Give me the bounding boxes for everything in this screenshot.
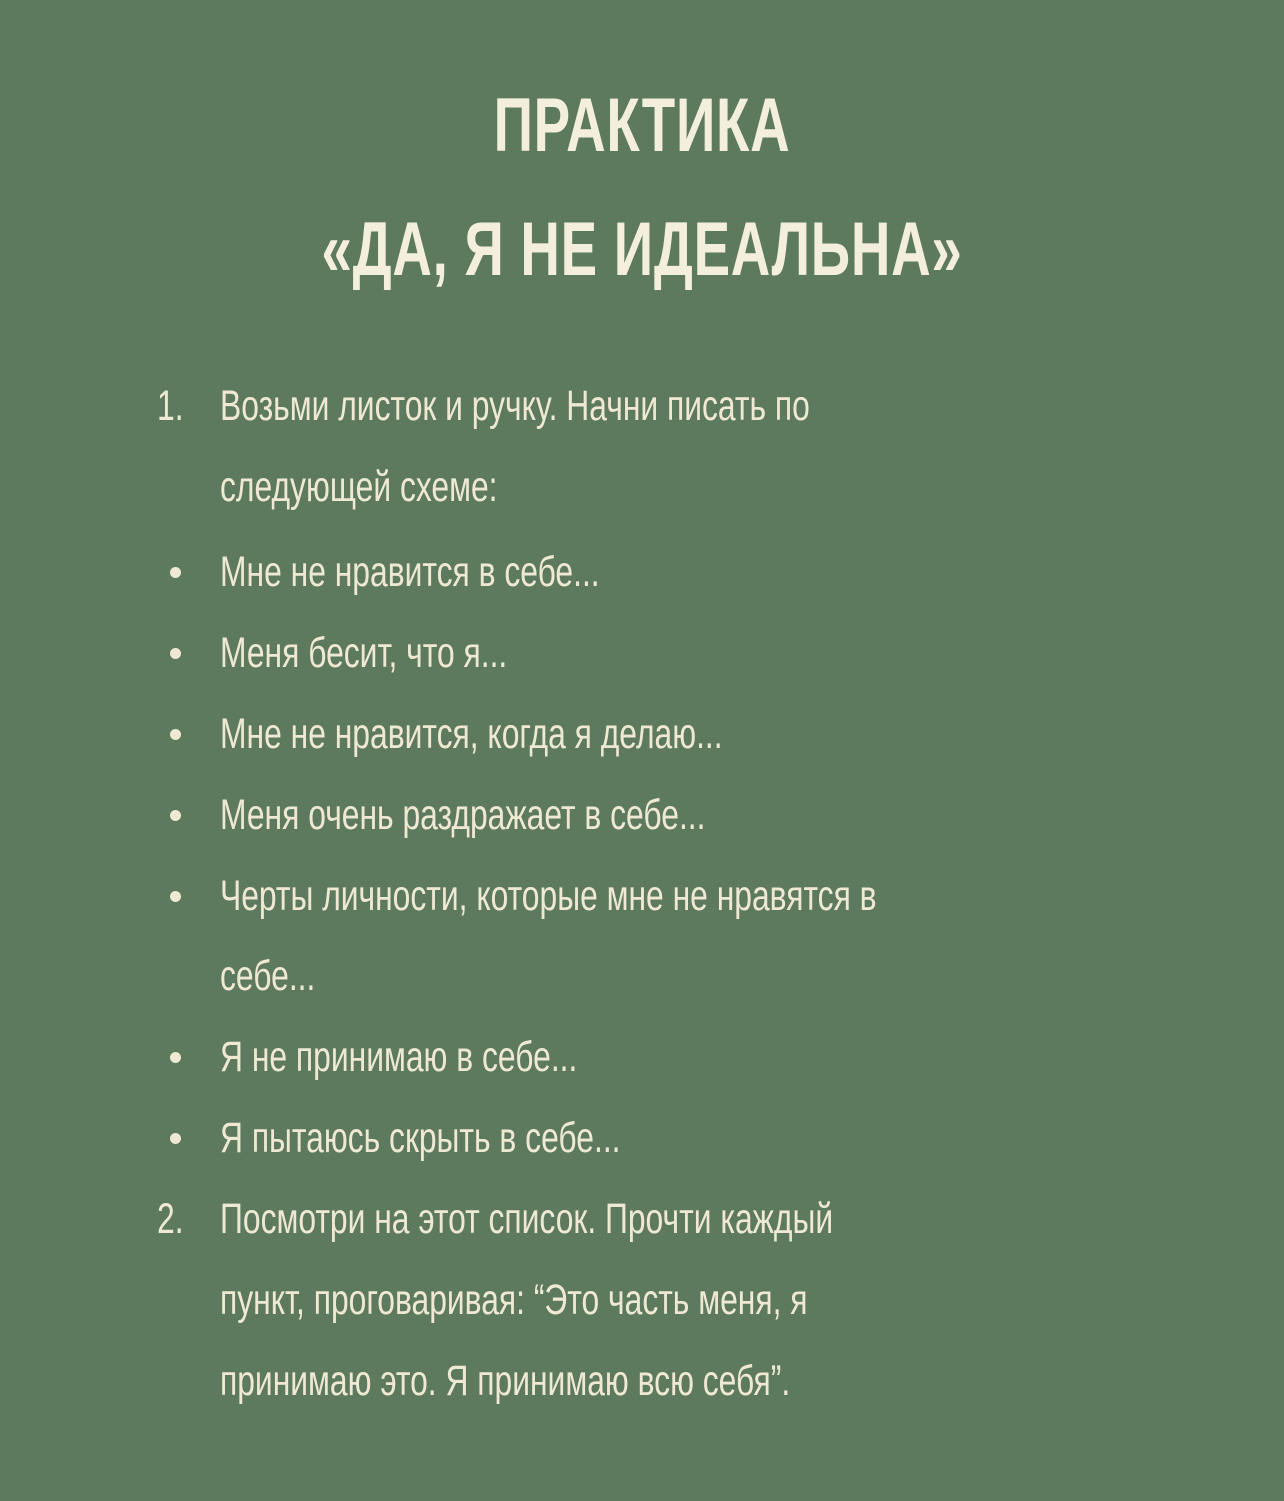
bullet-text-line: Меня бесит, что я... — [220, 629, 508, 677]
page-title: ПРАКТИКА — [493, 83, 791, 168]
bullet-dot — [170, 1052, 181, 1063]
bullet-dot — [170, 891, 181, 902]
page-subtitle: «ДА, Я НЕ ИДЕАЛЬНА» — [321, 207, 963, 292]
bullet-dot — [170, 648, 181, 659]
bullet-text-line: Я не принимаю в себе... — [220, 1033, 578, 1081]
bullet-text-line: Мне не нравится, когда я делаю... — [220, 710, 723, 758]
bullet-text-line: Меня очень раздражает в себе... — [220, 791, 706, 839]
bullet-text-line: себе... — [220, 952, 316, 1000]
bullet-dot — [170, 729, 181, 740]
bullet-dot — [170, 810, 181, 821]
bullet-dot — [170, 567, 181, 578]
step-text-line: принимаю это. Я принимаю всю себя”. — [220, 1357, 791, 1405]
step-number: 1. — [157, 382, 184, 430]
step-number: 2. — [157, 1195, 184, 1243]
bullet-text-line: Черты личности, которые мне не нравятся в — [220, 872, 877, 920]
step-text-line: Посмотри на этот список. Прочти каждый — [220, 1195, 834, 1243]
step-text-line: следующей схеме: — [220, 463, 498, 511]
step-text-line: Возьми листок и ручку. Начни писать по — [220, 382, 810, 430]
bullet-dot — [170, 1133, 181, 1144]
step-text-line: пункт, проговаривая: “Это часть меня, я — [220, 1276, 808, 1324]
bullet-text-line: Я пытаюсь скрыть в себе... — [220, 1114, 621, 1162]
bullet-text-line: Мне не нравится в себе... — [220, 548, 600, 596]
